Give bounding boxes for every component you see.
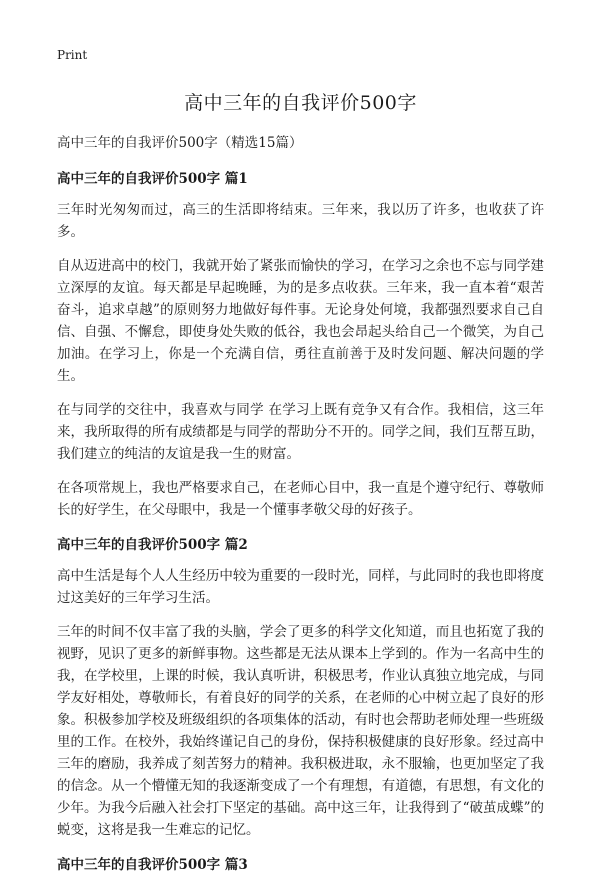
- page-title: 高中三年的自我评价500字: [184, 92, 417, 114]
- paragraph: 三年时光匆匆而过，高三的生活即将结束。三年来，我以历了许多，也收获了许多。: [57, 202, 544, 240]
- section-heading: 高中三年的自我评价500字 篇1: [57, 171, 248, 187]
- document-subtitle: 高中三年的自我评价500字（精选15篇）: [57, 135, 303, 151]
- paragraph: 在各项常规上，我也严格要求自己，在老师心目中，我一直是个遵守纪行、尊敬师长的好学生，在父母眼中，我是一个懂事孝敬父母的好孩子。: [57, 480, 544, 518]
- section-heading: 高中三年的自我评价500字 篇3: [57, 857, 248, 873]
- print-link[interactable]: Print: [57, 48, 88, 62]
- paragraph: 在与同学的交往中，我喜欢与同学 在学习上既有竞争又有合作。我相信，这三年来，我所取得的所有成绩都是与同学的帮助分不开的。同学之间，我们互帮互助，我们建立的纯洁的友谊是我一生的财富。: [57, 402, 544, 462]
- paragraph: 自从迈进高中的校门，我就开始了紧张而愉快的学习，在学习之余也不忘与同学建立深厚的友谊。每天都是早起晚睡，为的是多点收获。三年来，我一直本着“艰苦奋斗，追求卓越”的原则努力地做好每件事。无论身处何境，我都强烈要求自己自信、自强、不懈怠，即使身处失败的低谷，我也会昂起头给自己一个微笑，为自己加油。在学习上，你是一个充满自信，勇往直前善于及时发问题、解决问题的学生。: [57, 258, 544, 384]
- paragraph: 三年的时间不仅丰富了我的头脑，学会了更多的科学文化知道，而且也拓宽了我的视野，见识了更多的新鲜事物。这些都是无法从课本上学到的。作为一名高中生的我，在学校里，上课的时候，我认真听讲，积极思考，作业认真独立地完成，与同学友好相处，尊敬师长，有着良好的同学的关系，在老师的心中树立起了良好的形象。积极参加学校及班级组织的各项集体的活动，有时也会帮助老师处理一些班级里的工作。在校外，我始终谨记自己的身份，保持积极健康的良好形象。经过高中三年的磨励，我养成了刻苦努力的精神。我积极进取，永不服输，也更加坚定了我的信念。从一个懵懂无知的我逐渐变成了一个有理想，有道德，有思想，有文化的少年。为我今后融入社会打下坚定的基础。高中这三年，让我得到了“破茧成蝶”的蜕变，这将是我一生难忘的记忆。: [57, 624, 544, 838]
- paragraph: 高中生活是每个人人生经历中较为重要的一段时光，同样，与此同时的我也即将度过这美好的三年学习生活。: [57, 568, 544, 606]
- section-heading: 高中三年的自我评价500字 篇2: [57, 537, 248, 553]
